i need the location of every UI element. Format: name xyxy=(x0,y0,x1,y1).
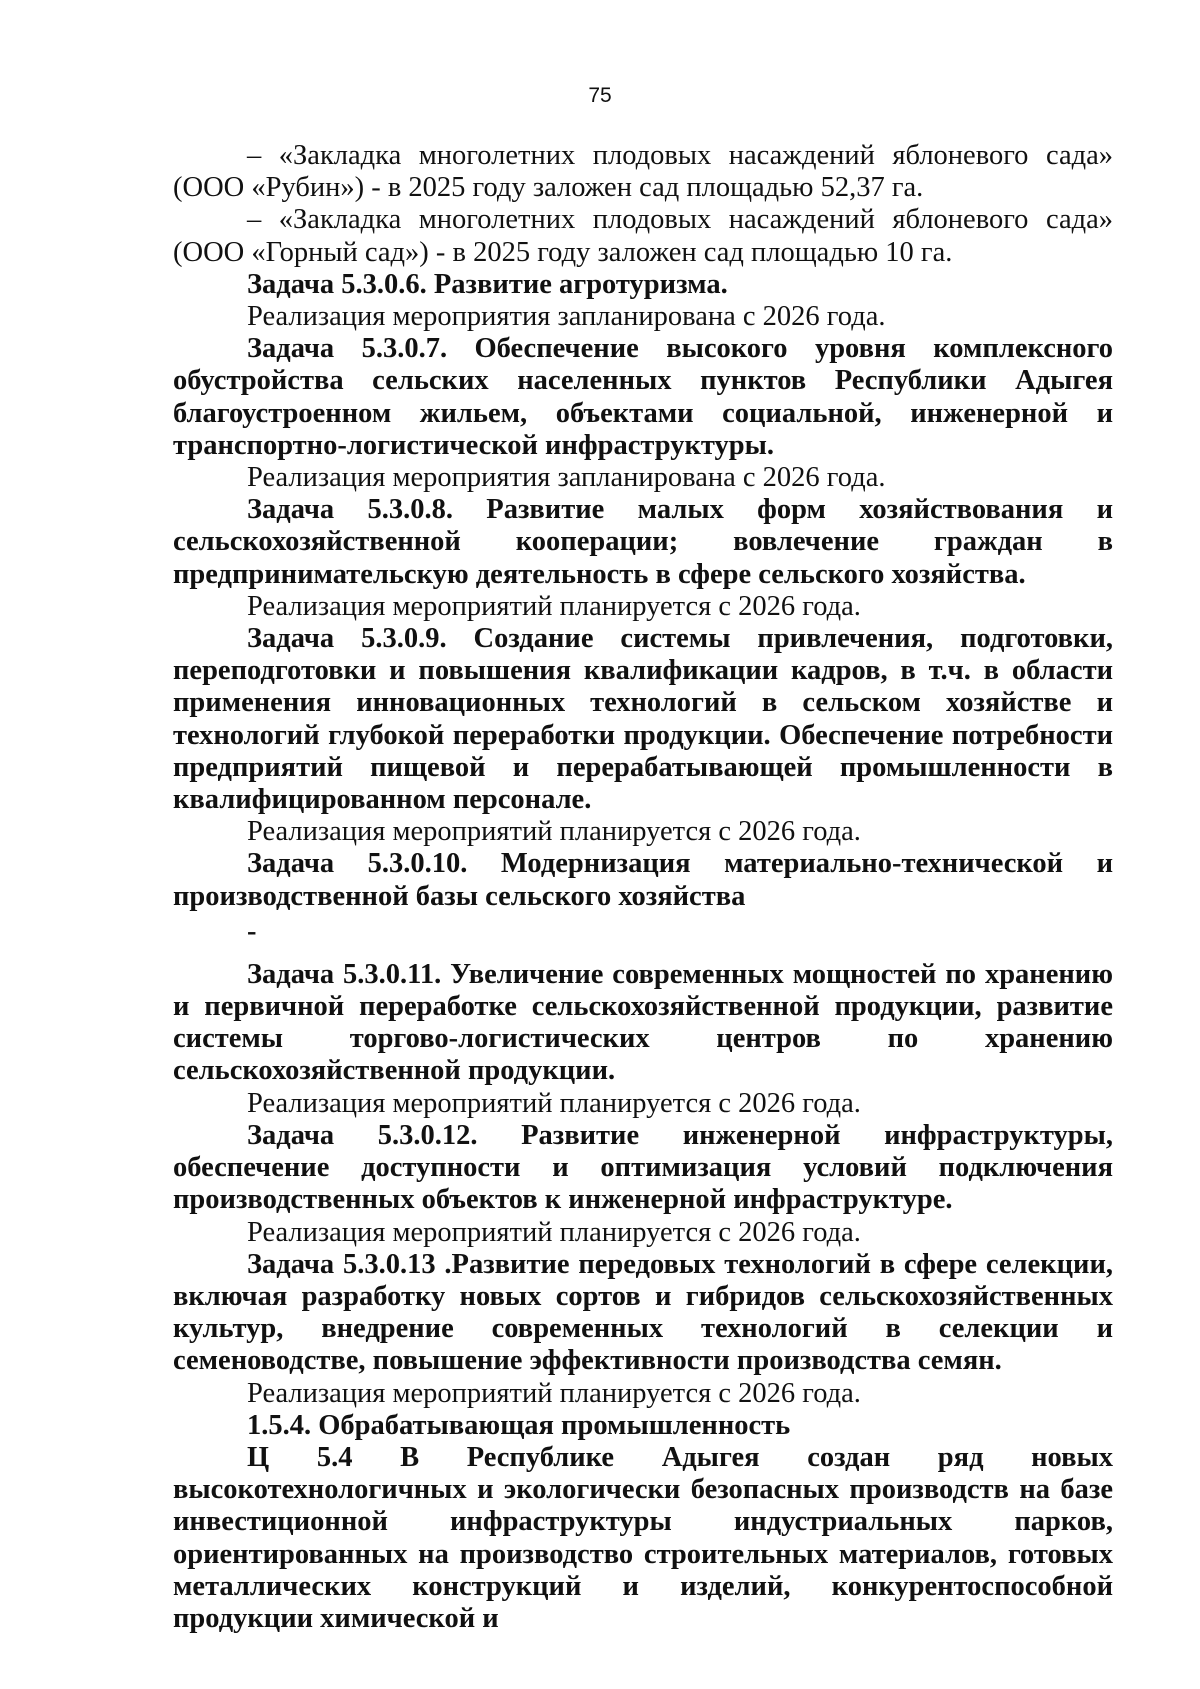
paragraph-implementation-note: Реализация мероприятий планируется с 2026 года. xyxy=(247,816,861,848)
task-heading-5-3-0-10: Задача 5.3.0.10. Модернизация материально-технической и производственной базы сельского хозяйства xyxy=(173,848,1113,912)
task-heading-5-3-0-12: Задача 5.3.0.12. Развитие инженерной инфраструктуры, обеспечение доступности и оптимизация условий подключения производственных объектов к инженерной инфраструктуре. xyxy=(173,1119,1113,1216)
paragraph-implementation-note: Реализация мероприятий планируется с 2026 года. xyxy=(247,590,861,622)
page-number: 75 xyxy=(588,84,612,107)
task-heading-5-3-0-9: Задача 5.3.0.9. Создание системы привлечения, подготовки, переподготовки и повышения квалификации кадров, в т.ч. в области применения инновационных технологий в сельском хозяйстве и технологий глубокой переработки продукции. Обеспечение потребности предприятий пищевой и перерабатывающей промышленности в квалифицированном персонале. xyxy=(173,623,1113,816)
paragraph-implementation-note: Реализация мероприятий планируется с 2026 года. xyxy=(247,1087,861,1119)
dash-placeholder: - xyxy=(247,915,257,947)
task-heading-5-3-0-11: Задача 5.3.0.11. Увеличение современных мощностей по хранению и первичной переработке сельскохозяйственной продукции, развитие системы торгово-логистических центров по хранению сельскохозяйственной продукции. xyxy=(173,958,1113,1087)
task-heading-5-3-0-13: Задача 5.3.0.13 .Развитие передовых технологий в сфере селекции, включая разработку новых сортов и гибридов сельскохозяйственных культур, внедрение современных технологий в селекции и семеноводстве, повышение эффективности производства семян. xyxy=(173,1248,1113,1377)
paragraph-implementation-note: Реализация мероприятия запланирована с 2026 года. xyxy=(247,301,886,333)
document-body xyxy=(173,140,1113,1635)
task-heading-5-3-0-8: Задача 5.3.0.8. Развитие малых форм хозяйствования и сельскохозяйственной кооперации; вовлечение граждан в предпринимательскую деятельность в сфере сельского хозяйства. xyxy=(173,494,1113,590)
task-heading-5-3-0-6: Задача 5.3.0.6. Развитие агротуризма. xyxy=(247,268,728,300)
paragraph-implementation-note: Реализация мероприятий планируется с 2026 года. xyxy=(247,1377,861,1409)
task-heading-5-3-0-7: Задача 5.3.0.7. Обеспечение высокого уровня комплексного обустройства сельских населенных пунктов Республики Адыгея благоустроенном жильем, объектами социальной, инженерной и транспортно-логистической инфраструктуры. xyxy=(173,333,1113,461)
paragraph-orchard-rubin: – «Закладка многолетних плодовых насаждений яблоневого сада» (ООО «Рубин») - в 2025 году заложен сад площадью 52,37 га. xyxy=(173,140,1113,204)
section-heading-1-5-4: 1.5.4. Обрабатывающая промышленность xyxy=(247,1409,791,1441)
paragraph-implementation-note: Реализация мероприятия запланирована с 2026 года. xyxy=(247,462,886,494)
goal-paragraph-5-4: Ц 5.4 В Республике Адыгея создан ряд новых высокотехнологичных и экологически безопасных производств на базе инвестиционной инфраструктуры индустриальных парков, ориентированных на производство строительных материалов, готовых металлических конструкций и изделий, конкурентоспособной продукции химической и xyxy=(173,1441,1113,1634)
paragraph-orchard-gorny-sad: – «Закладка многолетних плодовых насаждений яблоневого сада» (ООО «Горный сад») - в 2025 году заложен сад площадью 10 га. xyxy=(173,204,1113,268)
paragraph-implementation-note: Реализация мероприятий планируется с 2026 года. xyxy=(247,1216,861,1248)
